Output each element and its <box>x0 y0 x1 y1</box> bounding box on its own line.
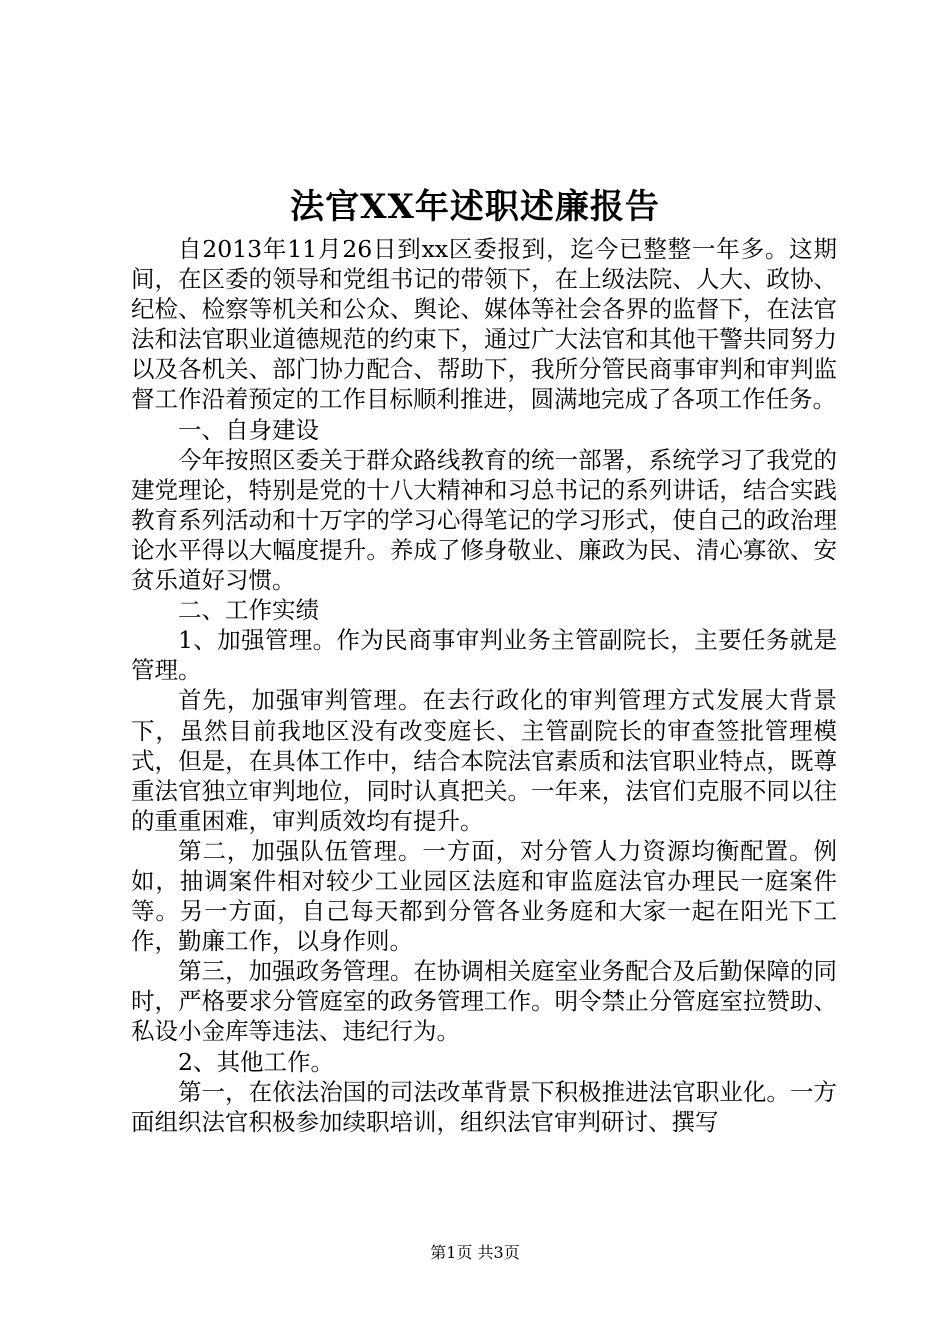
paragraph: 第二，加强队伍管理。一方面，对分管人力资源均衡配置。例如，抽调案件相对较少工业园区法庭和审监庭法官办理民一庭案件等。另一方面，自己每天都到分管各业务庭和大家一起在阳光下工作，勤廉工作，以身作则。 <box>131 836 837 956</box>
paragraph: 自2013年11月26日到xx区委报到，迄今已整整一年多。这期间，在区委的领导和党组书记的带领下，在上级法院、人大、政协、纪检、检察等机关和公众、舆论、媒体等社会各界的监督下，在法官法和法官职业道德规范的约束下，通过广大法官和其他干警共同努力以及各机关、部门协力配合、帮助下，我所分管民商事审判和审判监督工作沿着预定的工作目标顺利推进，圆满地完成了各项工作任务。 <box>131 235 837 414</box>
document-title: 法官XX年述职述廉报告 <box>290 187 660 227</box>
page-footer: 第1页 共3页 <box>430 1243 520 1262</box>
paragraph: 第三，加强政务管理。在协调相关庭室业务配合及后勤保障的同时，严格要求分管庭室的政务管理工作。明令禁止分管庭室拉赞助、私设小金库等违法、违纪行为。 <box>131 957 837 1046</box>
paragraph: 首先，加强审判管理。在去行政化的审判管理方式发展大背景下，虽然目前我地区没有改变庭长、主管副院长的审查签批管理模式，但是，在具体工作中，结合本院法官素质和法官职业特点，既尊重法官独立审判地位，同时认真把关。一年来，法官们克服不同以往的重重困难，审判质效均有提升。 <box>131 686 837 835</box>
section-heading: 二、工作实绩 <box>178 596 319 625</box>
paragraph: 1、加强管理。作为民商事审判业务主管副院长，主要任务就是管理。 <box>131 626 837 685</box>
paragraph: 2、其他工作。 <box>178 1047 334 1076</box>
paragraph: 今年按照区委关于群众路线教育的统一部署，系统学习了我党的建党理论，特别是党的十八大精神和习总书记的系列讲话，结合实践教育系列活动和十万字的学习心得笔记的学习形式，使自己的政治理论水平得以大幅度提升。养成了修身敬业、廉政为民、清心寡欲、安贫乐道好习惯。 <box>131 445 837 595</box>
paragraph: 第一，在依法治国的司法改革背景下积极推进法官职业化。一方面组织法官积极参加续职培训，组织法官审判研讨、撰写 <box>131 1077 837 1136</box>
document-body <box>131 234 837 1137</box>
section-heading: 一、自身建设 <box>178 415 319 444</box>
